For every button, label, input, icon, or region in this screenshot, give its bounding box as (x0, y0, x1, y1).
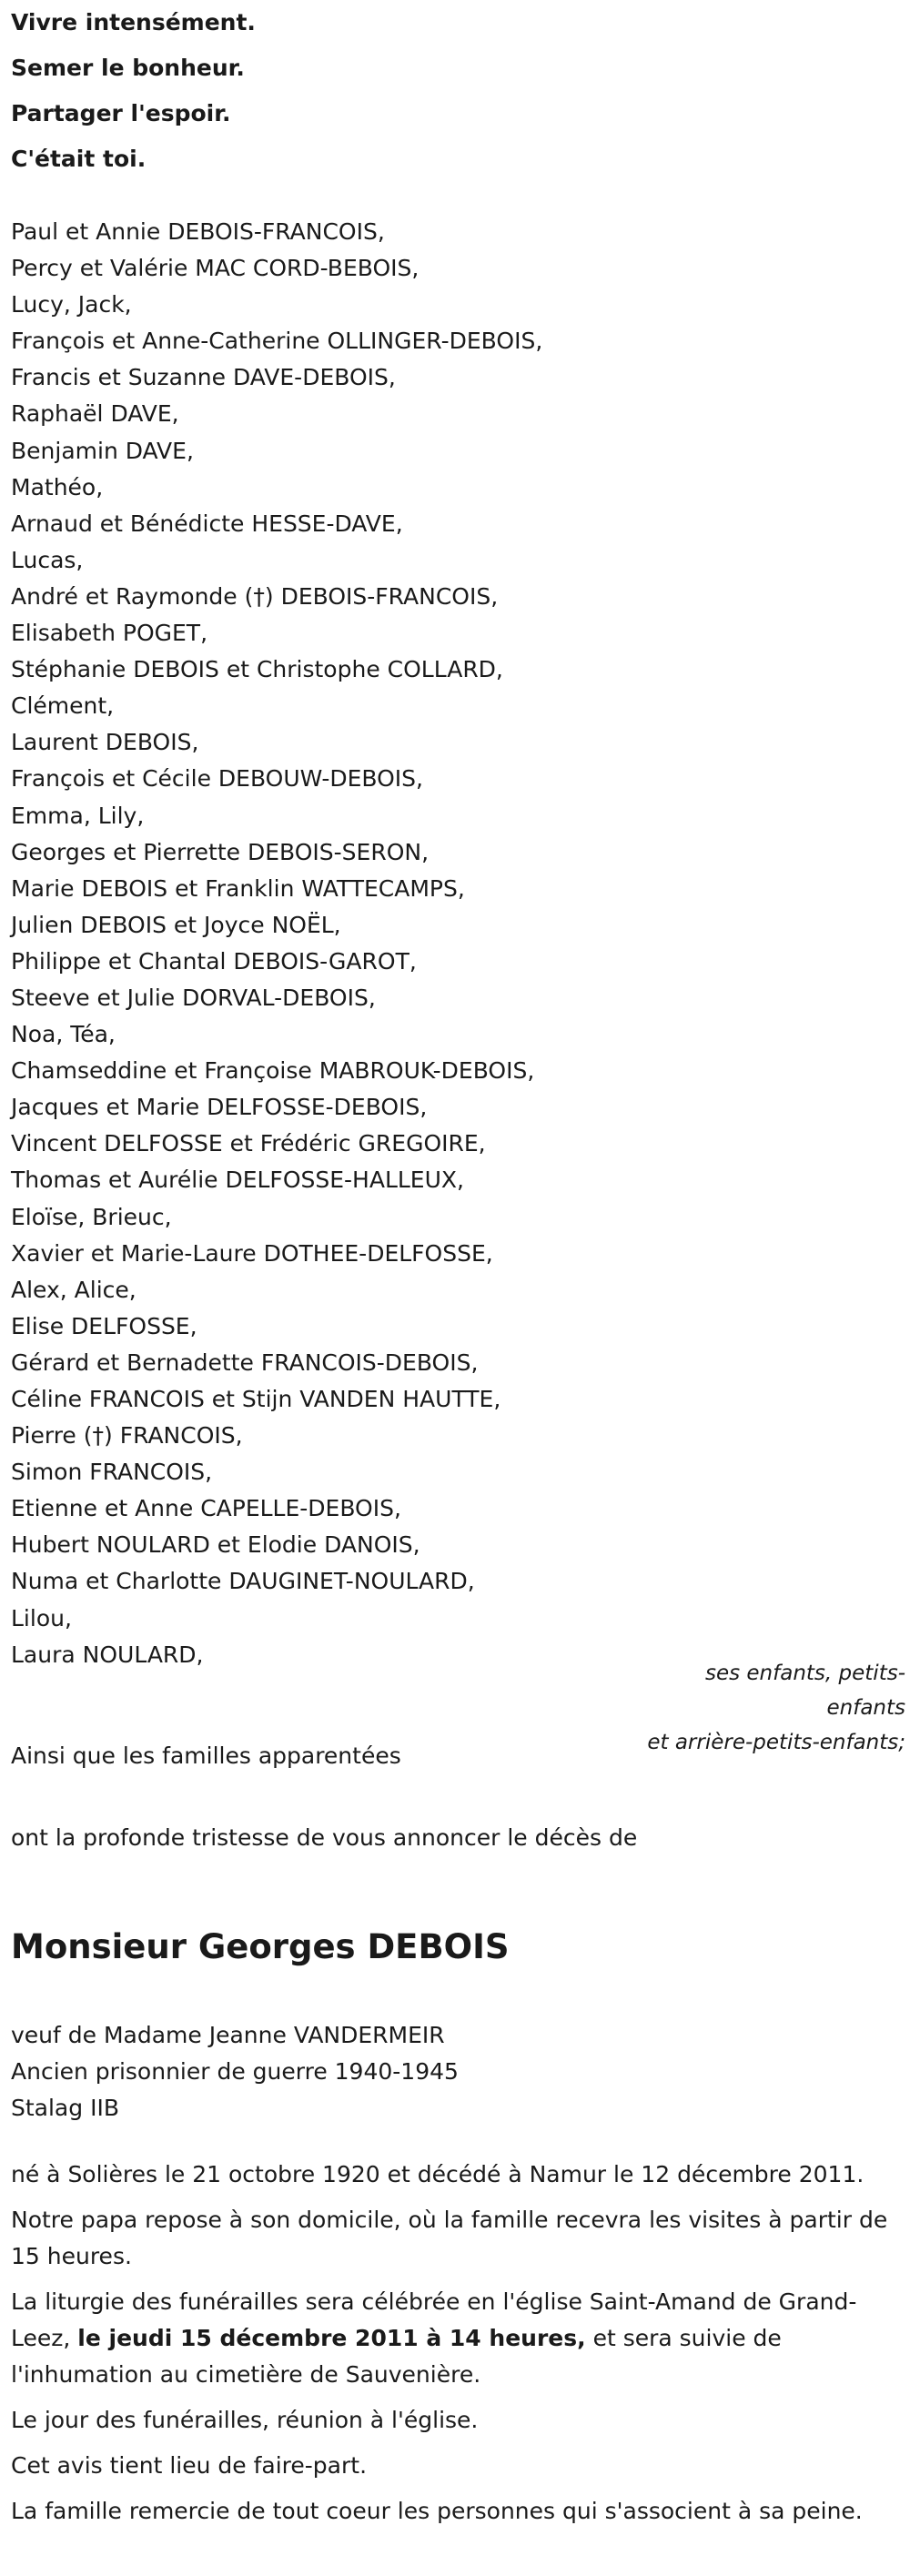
deceased-details (11, 2017, 459, 2126)
family-member: Xavier et Marie-Laure DOTHEE-DELFOSSE, (11, 1239, 493, 1267)
liturgy-text-end: et sera suivie de l'inhumation au cimetière de Sauvenière. (11, 2325, 782, 2388)
family-member: Philippe et Chantal DEBOIS-GAROT, (11, 947, 417, 975)
family-member: Vincent DELFOSSE et Frédéric GREGOIRE, (11, 1130, 486, 1157)
motto-line: Semer le bonheur. (11, 55, 245, 81)
reunion-paragraph: Le jour des funérailles, réunion à l'église. (11, 2407, 479, 2433)
home-visit-paragraph: Notre papa repose à son domicile, où la famille recevra les visites à partir de 15 heures. (11, 2207, 888, 2269)
family-member: Clément, (11, 692, 115, 720)
family-member: Etienne et Anne CAPELLE-DEBOIS, (11, 1495, 401, 1522)
family-member: Emma, Lily, (11, 802, 145, 829)
notice-paragraph: Cet avis tient lieu de faire-part. (11, 2452, 368, 2479)
family-member: Hubert NOULARD et Elodie DANOIS, (11, 1531, 420, 1559)
family-member: Eloïse, Brieuc, (11, 1203, 172, 1230)
family-member: Lucas, (11, 546, 84, 573)
deceased-name: Monsieur Georges DEBOIS (11, 1927, 510, 1966)
liturgy-paragraph (11, 2284, 898, 2393)
family-member: François et Cécile DEBOUW-DEBOIS, (11, 765, 423, 793)
family-member: Stéphanie DEBOIS et Christophe COLLARD, (11, 656, 503, 683)
family-member: Lucy, Jack, (11, 291, 132, 318)
family-member: Lilou, (11, 1604, 72, 1631)
family-members-list (11, 214, 542, 1673)
family-member: Laura NOULARD, (11, 1641, 204, 1668)
family-member: Pierre (†) FRANCOIS, (11, 1422, 243, 1450)
family-member: Noa, Téa, (11, 1021, 116, 1048)
family-member: Paul et Annie DEBOIS-FRANCOIS, (11, 218, 385, 245)
family-member: Julien DEBOIS et Joyce NOËL, (11, 911, 341, 938)
family-member: Arnaud et Bénédicte HESSE-DAVE, (11, 510, 403, 537)
birth-death-paragraph: né à Solières le 21 octobre 1920 et décédé à Namur le 12 décembre 2011. (11, 2161, 864, 2187)
family-member: Marie DEBOIS et Franklin WATTECAMPS, (11, 874, 465, 902)
relation-caption (632, 1656, 905, 1760)
family-member: Céline FRANCOIS et Stijn VANDEN HAUTTE, (11, 1386, 501, 1412)
family-member: Mathéo, (11, 473, 104, 500)
relation-line-2: et arrière-petits-enfants; (647, 1731, 905, 1754)
family-member: Georges et Pierrette DEBOIS-SERON, (11, 838, 430, 865)
family-member: Numa et Charlotte DAUGINET-NOULARD, (11, 1568, 475, 1595)
motto-line: Partager l'espoir. (11, 100, 231, 126)
family-member: Gérard et Bernadette FRANCOIS-DEBOIS, (11, 1349, 479, 1376)
detail-line: Stalag IIB (11, 2095, 119, 2121)
motto-line: C'était toi. (11, 146, 147, 172)
thanks-paragraph: La famille remercie de tout coeur les personnes qui s'associent à sa peine. (11, 2498, 863, 2524)
family-member: Elise DELFOSSE, (11, 1312, 197, 1339)
family-member: Laurent DEBOIS, (11, 729, 199, 756)
liturgy-text: La liturgie des funérailles sera célébrée en l'église Saint-Amand de Grand-Leez, (11, 2288, 857, 2351)
family-member: Simon FRANCOIS, (11, 1459, 213, 1486)
family-member: André et Raymonde (†) DEBOIS-FRANCOIS, (11, 582, 499, 610)
family-member: Chamseddine et Françoise MABROUK-DEBOIS, (11, 1057, 535, 1085)
family-member: Thomas et Aurélie DELFOSSE-HALLEUX, (11, 1167, 464, 1194)
families-line: Ainsi que les familles apparentées (11, 1743, 401, 1769)
family-member: Francis et Suzanne DAVE-DEBOIS, (11, 364, 396, 391)
family-member: Steeve et Julie DORVAL-DEBOIS, (11, 984, 376, 1011)
family-member: Elisabeth POGET, (11, 620, 208, 647)
motto-line: Vivre intensément. (11, 9, 256, 35)
motto (11, 0, 256, 182)
announce-line: ont la profonde tristesse de vous annoncer le décès de (11, 1824, 638, 1851)
family-member: Alex, Alice, (11, 1276, 136, 1303)
detail-line: veuf de Madame Jeanne VANDERMEIR (11, 2022, 445, 2048)
family-member: Percy et Valérie MAC CORD-BEBOIS, (11, 255, 420, 282)
family-member: François et Anne-Catherine OLLINGER-DEBOIS, (11, 328, 543, 355)
funeral-date: le jeudi 15 décembre 2011 à 14 heures, (77, 2325, 586, 2351)
family-member: Raphaël DAVE, (11, 400, 179, 428)
detail-line: Ancien prisonnier de guerre 1940-1945 (11, 2058, 459, 2085)
family-member: Benjamin DAVE, (11, 437, 194, 464)
relation-line-1: ses enfants, petits-enfants (704, 1662, 905, 1720)
family-member: Jacques et Marie DELFOSSE-DEBOIS, (11, 1094, 428, 1121)
